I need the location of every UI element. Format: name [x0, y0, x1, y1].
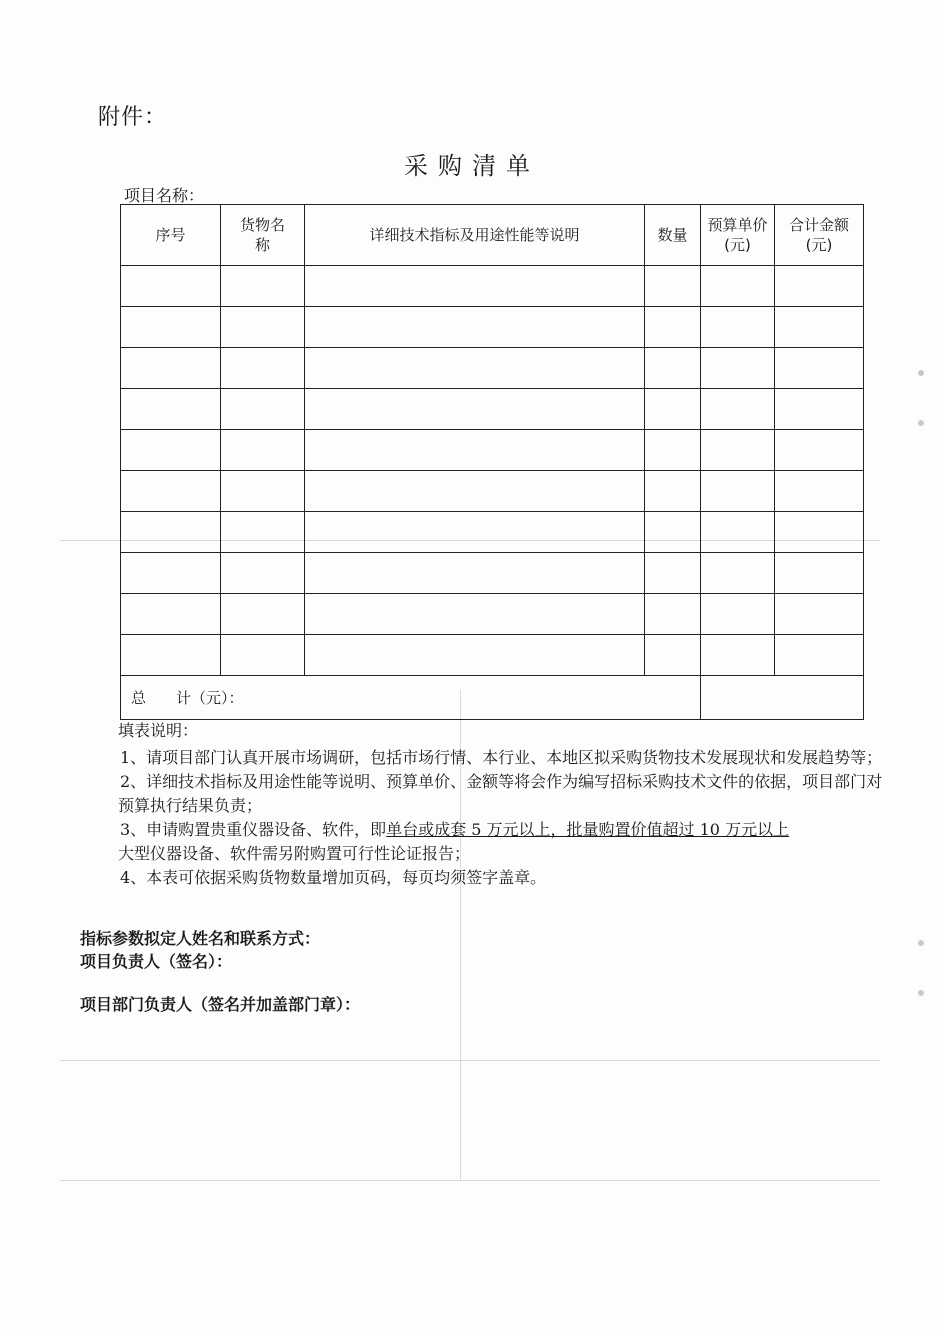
table-row	[121, 594, 864, 635]
cell-unit-price[interactable]	[701, 635, 775, 676]
cell-unit-price[interactable]	[701, 553, 775, 594]
table-row	[121, 266, 864, 307]
cell-goods-name[interactable]	[221, 348, 305, 389]
cell-description[interactable]	[305, 430, 645, 471]
cell-description[interactable]	[305, 348, 645, 389]
cell-quantity[interactable]	[645, 594, 701, 635]
instruction-item-3-emphasis: 单台或成套 5 万元以上，批量购置价值超过 10 万元以上	[386, 820, 790, 839]
cell-goods-name[interactable]	[221, 430, 305, 471]
cell-seq[interactable]	[121, 266, 221, 307]
instructions-list	[118, 746, 896, 890]
cell-goods-name[interactable]	[221, 307, 305, 348]
cell-unit-price[interactable]	[701, 512, 775, 553]
cell-seq[interactable]	[121, 553, 221, 594]
table-row	[121, 348, 864, 389]
cell-quantity[interactable]	[645, 553, 701, 594]
cell-quantity[interactable]	[645, 512, 701, 553]
instruction-item-4: 4、本表可依据采购货物数量增加页码，每页均须签字盖章。	[120, 868, 547, 887]
table-row	[121, 512, 864, 553]
col-header-goods-name: 货物名 称	[221, 205, 305, 266]
cell-seq[interactable]	[121, 471, 221, 512]
procurement-table	[120, 204, 864, 720]
table-row	[121, 553, 864, 594]
binding-hole-icon	[918, 990, 924, 996]
total-label: 总 计（元）：	[121, 676, 701, 720]
attachment-label: 附件：	[98, 105, 168, 130]
cell-description[interactable]	[305, 471, 645, 512]
cell-seq[interactable]	[121, 512, 221, 553]
table-header-row	[121, 205, 864, 266]
cell-quantity[interactable]	[645, 430, 701, 471]
cell-unit-price[interactable]	[701, 594, 775, 635]
table-row	[121, 471, 864, 512]
col-header-unit-price: 预算单价 (元)	[701, 205, 775, 266]
cell-total-amount[interactable]	[775, 430, 864, 471]
cell-description[interactable]	[305, 594, 645, 635]
cell-quantity[interactable]	[645, 307, 701, 348]
cell-total-amount[interactable]	[775, 266, 864, 307]
cell-unit-price[interactable]	[701, 389, 775, 430]
cell-seq[interactable]	[121, 635, 221, 676]
total-value-cell[interactable]	[701, 676, 864, 720]
cell-total-amount[interactable]	[775, 471, 864, 512]
cell-description[interactable]	[305, 512, 645, 553]
cell-goods-name[interactable]	[221, 471, 305, 512]
table-total-row	[121, 676, 864, 720]
cell-seq[interactable]	[121, 389, 221, 430]
cell-description[interactable]	[305, 307, 645, 348]
binding-hole-icon	[918, 370, 924, 376]
cell-description[interactable]	[305, 266, 645, 307]
cell-seq[interactable]	[121, 594, 221, 635]
cell-total-amount[interactable]	[775, 635, 864, 676]
dept-lead-signature-label: 项目部门负责人（签名并加盖部门章）：	[80, 995, 361, 1014]
cell-goods-name[interactable]	[221, 389, 305, 430]
cell-total-amount[interactable]	[775, 553, 864, 594]
cell-unit-price[interactable]	[701, 430, 775, 471]
cell-goods-name[interactable]	[221, 594, 305, 635]
cell-seq[interactable]	[121, 307, 221, 348]
cell-seq[interactable]	[121, 430, 221, 471]
cell-quantity[interactable]	[645, 389, 701, 430]
cell-unit-price[interactable]	[701, 348, 775, 389]
page-title: 采购清单	[404, 152, 540, 180]
cell-quantity[interactable]	[645, 266, 701, 307]
instruction-item-3: 3、申请购置贵重仪器设备、软件，即单台或成套 5 万元以上，批量购置价值超过 10 万元以上 大型仪器设备、软件需另附购置可行性论证报告；	[118, 820, 790, 863]
cell-total-amount[interactable]	[775, 594, 864, 635]
table-row	[121, 307, 864, 348]
project-lead-signature-label: 项目负责人（签名）：	[80, 952, 233, 971]
cell-seq[interactable]	[121, 348, 221, 389]
cell-total-amount[interactable]	[775, 307, 864, 348]
cell-unit-price[interactable]	[701, 266, 775, 307]
cell-unit-price[interactable]	[701, 471, 775, 512]
cell-quantity[interactable]	[645, 635, 701, 676]
cell-goods-name[interactable]	[221, 553, 305, 594]
cell-unit-price[interactable]	[701, 307, 775, 348]
instructions-title: 填表说明：	[118, 721, 199, 740]
binding-hole-icon	[918, 420, 924, 426]
cell-total-amount[interactable]	[775, 389, 864, 430]
table-row	[121, 635, 864, 676]
cell-quantity[interactable]	[645, 471, 701, 512]
cell-quantity[interactable]	[645, 348, 701, 389]
col-header-total-amount: 合计金额 (元)	[775, 205, 864, 266]
col-header-quantity: 数量	[645, 205, 701, 266]
cell-description[interactable]	[305, 389, 645, 430]
cell-total-amount[interactable]	[775, 512, 864, 553]
table-row	[121, 430, 864, 471]
col-header-seq: 序号	[121, 205, 221, 266]
cell-description[interactable]	[305, 553, 645, 594]
project-name-label: 项目名称：	[124, 186, 205, 205]
cell-goods-name[interactable]	[221, 635, 305, 676]
cell-description[interactable]	[305, 635, 645, 676]
table-row	[121, 389, 864, 430]
cell-goods-name[interactable]	[221, 512, 305, 553]
binding-hole-icon	[918, 940, 924, 946]
bleed-through-line	[60, 1180, 880, 1181]
instruction-item-2: 2、详细技术指标及用途性能等说明、预算单价、金额等将会作为编写招标采购技术文件的依据，项目部门对预算执行结果负责；	[118, 772, 883, 815]
cell-total-amount[interactable]	[775, 348, 864, 389]
bleed-through-line	[60, 1060, 880, 1061]
specifier-contact-label: 指标参数拟定人姓名和联系方式：	[80, 929, 321, 948]
instruction-item-1: 1、请项目部门认真开展市场调研，包括市场行情、本行业、本地区拟采购货物技术发展现状和发展趋势等；	[120, 748, 883, 767]
col-header-description: 详细技术指标及用途性能等说明	[305, 205, 645, 266]
cell-goods-name[interactable]	[221, 266, 305, 307]
